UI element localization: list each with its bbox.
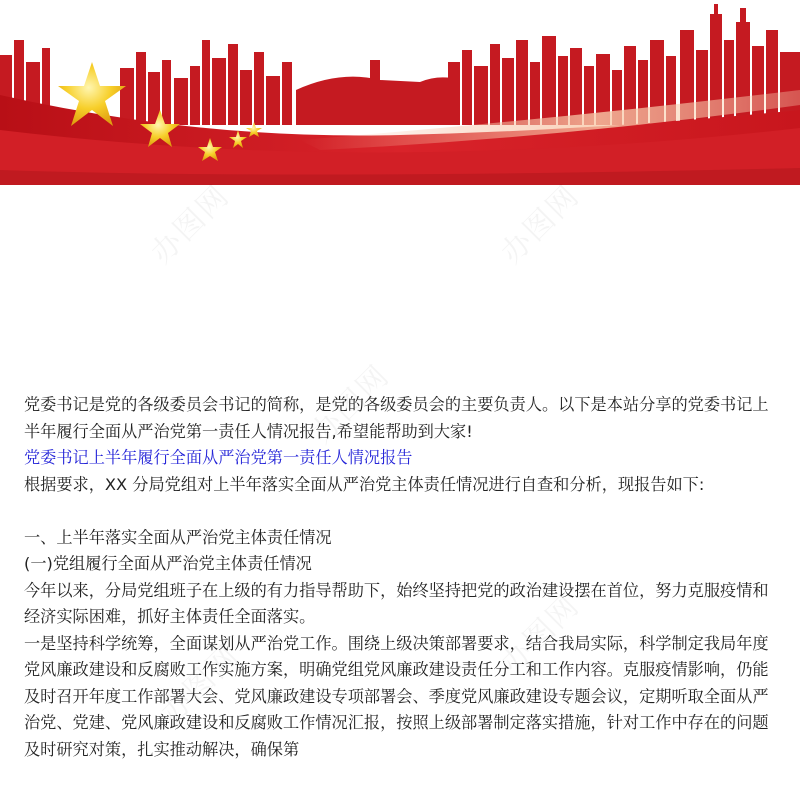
- intro-paragraph: 党委书记是党的各级委员会书记的简称，是党的各级委员会的主要负责人。以下是本站分享的党委书记上半年履行全面从严治党第一责任人情况报告,希望能帮助到大家!: [24, 395, 769, 441]
- section-heading: 一、上半年落实全面从严治党主体责任情况: [24, 527, 332, 547]
- blank-line: [24, 498, 784, 525]
- watermark-text: [139, 173, 238, 272]
- opening-paragraph: 根据要求，XX 分局党组对上半年落实全面从严治党主体责任情况进行自查和分析，现报告如下:: [24, 474, 705, 494]
- report-title-link[interactable]: 党委书记上半年履行全面从严治党第一责任人情况报告: [24, 448, 413, 467]
- city-skyline-banner-graphic: [0, 0, 800, 185]
- document-body: [24, 392, 784, 763]
- body-paragraph: 今年以来，分局党组班子在上级的有力指导帮助下，始终坚持把党的政治建设摆在首位，努力克服疫情和经济实际困难，抓好主体责任全面落实。: [24, 580, 769, 626]
- watermark-text: [489, 173, 588, 272]
- subsection-heading: (一)党组履行全面从严治党主体责任情况: [24, 554, 312, 573]
- body-paragraph: 一是坚持科学统筹，全面谋划从严治党工作。围绕上级决策部署要求，结合我局实际，科学制定我局年度党风廉政建设和反腐败工作实施方案，明确党组党风廉政建设责任分工和工作内容。克服疫情影响，仍能及时召开年度工作部署大会、党风廉政建设专项部署会、季度党风廉政建设专题会议，定期听取全面从严治党、党建、党风廉政建设和反腐败工作情况汇报，按照上级部署制定落实措施，针对工作中存在的问题及时研究对策，扎实推动解决，确保第: [24, 633, 769, 759]
- header-banner: [0, 0, 800, 185]
